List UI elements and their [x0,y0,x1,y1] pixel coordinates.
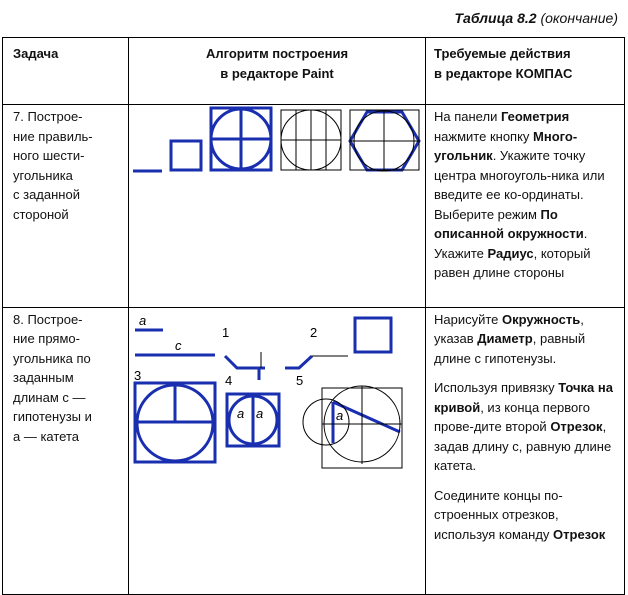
label-step4-a2: a [256,405,264,421]
text-run: Окружность [502,311,581,327]
text-run: Много-угольник [434,128,578,163]
text-run: Точка на кривой [434,380,613,415]
label-step2: 2 [310,324,318,340]
algorithm-table [2,37,625,595]
text-run: Диаметр [477,331,533,346]
text-run: Нарисуйте [434,311,503,327]
text-run: Радиус [487,245,534,261]
row8-para-2 [434,378,616,476]
text-run: , задав длину c, равную длине катета. [434,419,612,473]
caption-title: Таблица 8.2 [454,10,537,26]
table-row-8 [3,307,625,595]
table-caption [454,10,618,26]
label-step5: 5 [296,372,304,388]
text-run: . Укажите точку центра многоуголь-ника или введите ее ко-ординаты. Выберите режим [434,148,605,222]
header-task-text: Задача [13,46,59,61]
text-run: Используя привязку [434,380,559,395]
row7-kompas [426,105,625,308]
header-paint [129,38,426,105]
step-square [171,141,201,170]
step2-square [355,318,391,352]
header-paint-line2: в редакторе Paint [220,65,334,81]
header-kompas-line2: в редакторе КОМПАС [434,65,573,81]
header-kompas-line1: Требуемые действия [434,46,571,61]
caption-note: (окончание) [540,10,618,26]
text-run: , из конца первого прове-дите второй [434,399,590,434]
row8-para-1 [434,310,616,369]
header-row [3,38,625,105]
text-run: . Укажите [434,226,588,261]
row7-paint-cell [129,105,426,308]
label-step4-a1: a [237,405,245,421]
row8-kompas [426,307,625,595]
header-task [3,38,129,105]
row8-task: 8. Построе- ние прямо- угольника по заданным длинам c — гипотенузы и a — катета [3,307,129,595]
triangle-steps-diagram [129,308,424,589]
text-run: Геометрия [500,109,570,124]
label-step4: 4 [225,372,233,388]
text-run: Отрезок [553,526,606,542]
text-run: На панели [434,109,501,124]
text-run: Отрезок [550,419,603,434]
label-step1: 1 [222,324,230,340]
text-run: По описанной окружности [434,206,584,241]
row7-task: 7. Построе- ние правиль- ного шести- угольника с заданной стороной [3,105,129,308]
text-run: , равный длине c гипотенузы. [434,331,586,366]
label-step5-a: a [336,407,344,423]
header-paint-line1: Алгоритм построения [205,46,349,61]
label-step3: 3 [134,367,142,383]
header-kompas [426,38,625,105]
table-row-7 [3,105,625,308]
text-run: нажмите кнопку [434,128,534,144]
text-run: , указав [434,311,584,346]
text-run: , который равен длине стороны [434,245,591,280]
hexagon-steps-diagram [129,105,424,301]
label-a: a [139,312,147,328]
row8-para-3 [434,486,616,545]
row8-paint-cell [129,307,426,595]
text-run: Соедините концы по-строенных отрезков, используя команду [434,487,563,542]
row7-kompas-text [434,107,616,283]
label-c: c [175,337,182,353]
